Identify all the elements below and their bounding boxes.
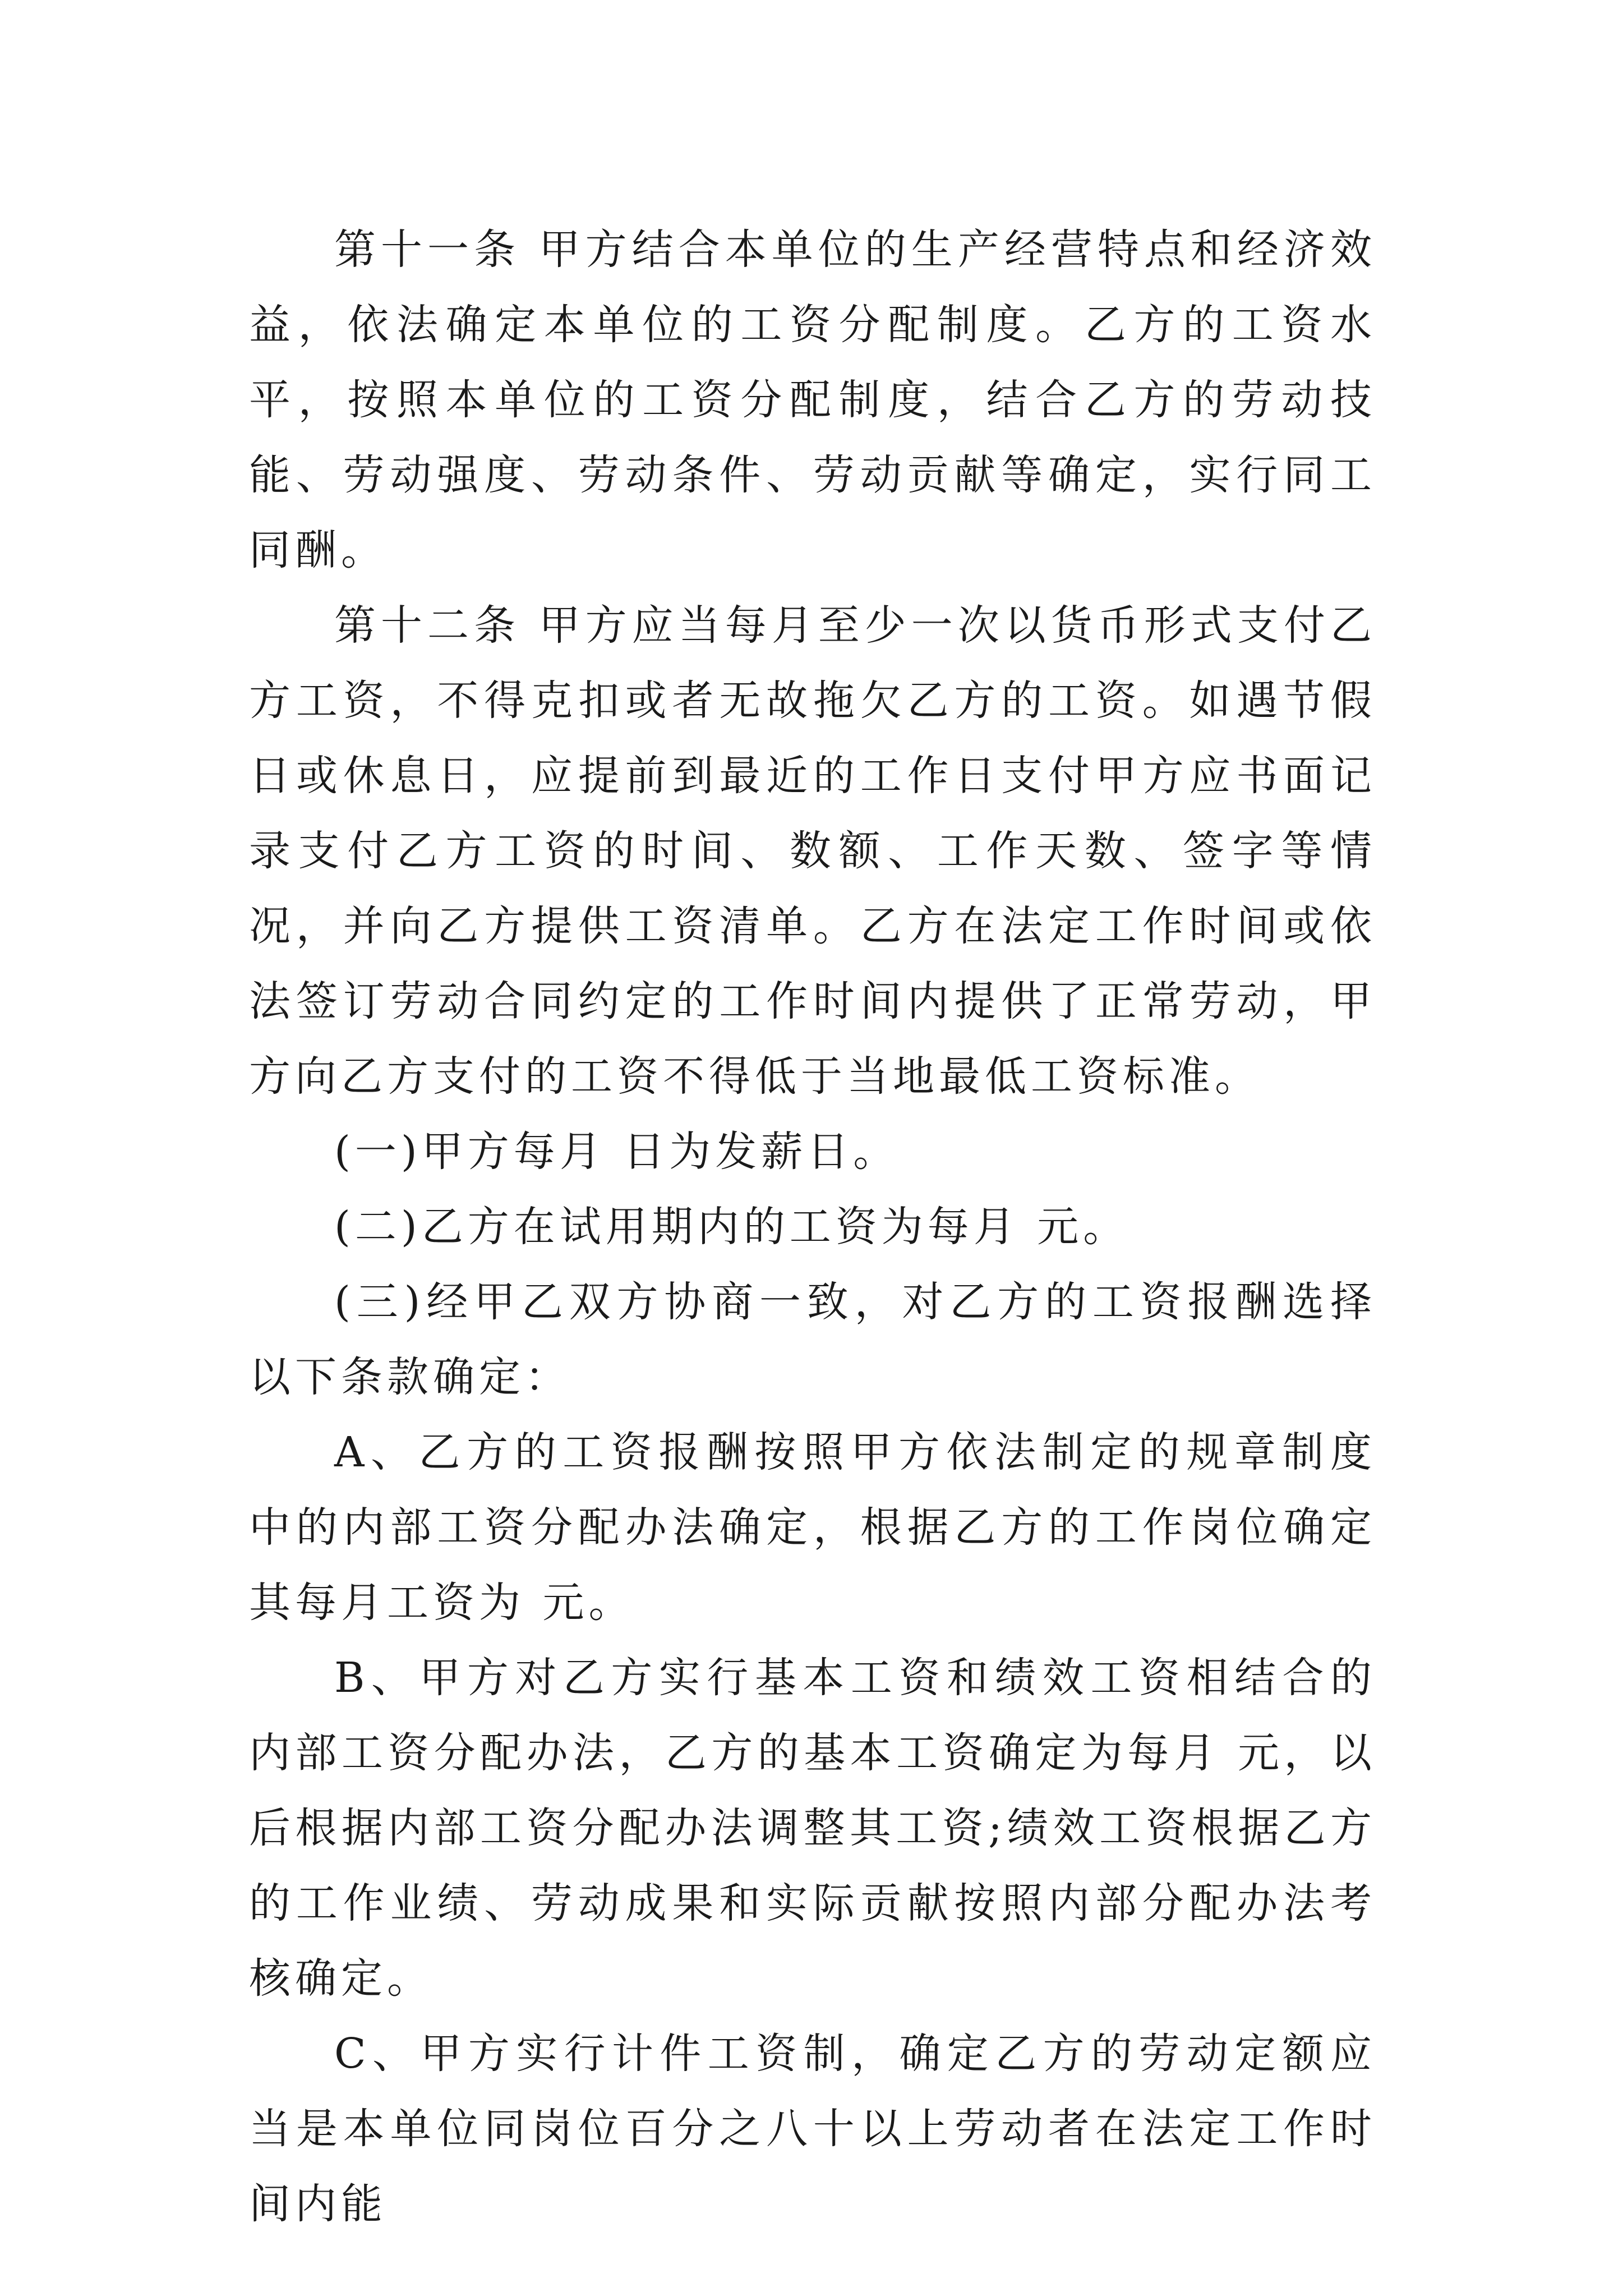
paragraph-probation-wage: (二)乙方在试用期内的工资为每月 元。	[334, 1203, 1129, 1251]
paragraph-option-b: B、甲方对乙方实行基本工资和绩效工资相结合的内部工资分配办法，乙方的基本工资确定为每月 元，以后根据内部工资分配办法调整其工资;绩效工资根据乙方的工作业绩、劳动成果和实际贡献按照内部分配办法考核确定。	[249, 1654, 1376, 2003]
document-body	[249, 212, 1376, 2242]
paragraph-option-a: A、乙方的工资报酬按照甲方依法制定的规章制度中的内部工资分配办法确定，根据乙方的工作岗位确定其每月工资为 元。	[249, 1428, 1376, 1627]
paragraph-article-11: 第十一条 甲方结合本单位的生产经营特点和经济效益，依法确定本单位的工资分配制度。乙方的工资水平，按照本单位的工资分配制度，结合乙方的劳动技能、劳动强度、劳动条件、劳动贡献等确定，实行同工同酬。	[249, 226, 1376, 574]
paragraph-payday: (一)甲方每月 日为发薪日。	[334, 1128, 900, 1176]
paragraph-article-12: 第十二条 甲方应当每月至少一次以货币形式支付乙方工资，不得克扣或者无故拖欠乙方的工资。如遇节假日或休息日，应提前到最近的工作日支付甲方应书面记录支付乙方工资的时间、数额、工作天数、签字等情况，并向乙方提供工资清单。乙方在法定工作时间或依法签订劳动合同约定的工作时间内提供了正常劳动，甲方向乙方支付的工资不得低于当地最低工资标准。	[249, 601, 1376, 1101]
paragraph-option-c: C、甲方实行计件工资制，确定乙方的劳动定额应当是本单位同岗位百分之八十以上劳动者在法定工作时间内能	[249, 2030, 1376, 2228]
paragraph-wage-options: (三)经甲乙双方协商一致，对乙方的工资报酬选择以下条款确定：	[249, 1278, 1376, 1401]
